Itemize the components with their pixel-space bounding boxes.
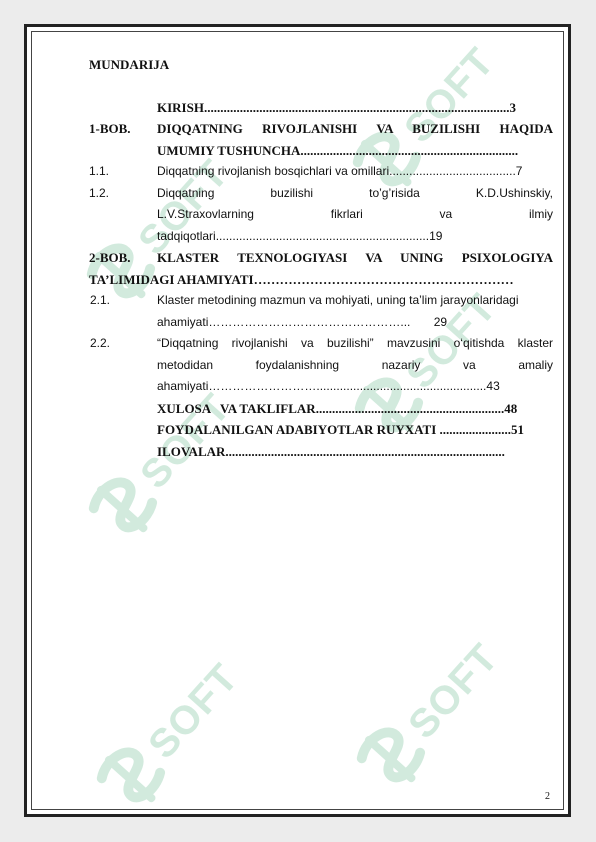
- toc-entry-text: XULOSA VA TAKLIFLAR..........................................................48: [157, 400, 518, 416]
- toc-entry-kirish[interactable]: [89, 97, 553, 119]
- toc-entry-text: tadqiqotlari................................................................19: [157, 228, 443, 243]
- toc-entry-foydalanilgan[interactable]: [89, 419, 553, 441]
- toc-entry-number: 2.1.: [90, 293, 111, 307]
- toc-entry-text: DIQQATNING RIVOJLANISHI VA BUZILISHI HAQIDA: [157, 121, 553, 136]
- toc-entry-text: Diqqatning rivojlanish bosqichlari va omillari......................................7: [157, 164, 523, 178]
- toc-entry-text: Diqqatning buzilishi to’g’risida K.D.Ushinskiy,: [157, 185, 553, 200]
- toc-entry-text: TA’LIMIDAGI AHAMIYATI……………………………………………………: [89, 271, 514, 287]
- toc-entry-section-1-2[interactable]: [89, 183, 553, 248]
- toc-entry-number: 2-BOB.: [89, 250, 131, 265]
- toc-entry-number: 1-BOB.: [89, 121, 131, 136]
- toc-entry-text: ahamiyati…………………………………………... 29: [157, 314, 448, 329]
- toc-entry-number: 1.2.: [89, 185, 110, 200]
- toc-entry-text: metodidan foydalanishning nazariy va amaliy: [157, 357, 553, 372]
- toc-entry-section-1-1[interactable]: [89, 161, 553, 183]
- toc-heading: MUNDARIJA: [89, 57, 170, 72]
- toc-entry-ilovalar[interactable]: [89, 441, 553, 463]
- toc-entry-text: FOYDALANILGAN ADABIYOTLAR RUYXATI ......................51: [157, 422, 525, 437]
- toc-entry-text: UMUMIY TUSHUNCHA...................................................................: [157, 142, 519, 158]
- watermark-text: SOFT: [395, 39, 503, 151]
- toc-entry-text: ahamiyati………………………...................................................43: [157, 379, 500, 393]
- toc-entry-text: ILOVALAR......................................................................................: [157, 443, 505, 459]
- toc-entry-text: KLASTER TEXNOLOGIYASI VA UNING PSIXOLOGIYA: [157, 250, 553, 265]
- watermark-text: SOFT: [399, 635, 507, 747]
- toc-entry-text: KIRISH..............................................................................................3: [157, 99, 516, 115]
- toc-entry-text: Klaster metodining mazmun va mohiyati, uning ta’lim jarayonlaridagi: [157, 293, 519, 307]
- toc-entry-chapter-1[interactable]: [89, 118, 553, 161]
- watermark-text: SOFT: [129, 151, 237, 263]
- watermark-text: SOFT: [139, 655, 247, 767]
- watermark-text: SOFT: [397, 285, 505, 397]
- watermark-text: SOFT: [131, 385, 239, 497]
- toc-entry-chapter-2[interactable]: [89, 247, 553, 290]
- toc-entry-number: 1.1.: [89, 164, 110, 178]
- toc-entry-xulosa[interactable]: [89, 398, 553, 420]
- toc-entry-number: 2.2.: [90, 336, 111, 350]
- table-of-contents: [89, 54, 553, 462]
- page-number: 2: [545, 791, 550, 802]
- toc-entry-text: L.V.Straxovlarning fikrlari va ilmiy: [157, 207, 553, 221]
- toc-entry-text: “Diqqatning rivojlanishi va buzilishi” mavzusini o‘qitishda klaster: [157, 336, 553, 350]
- toc-entry-section-2-2[interactable]: [89, 333, 553, 398]
- toc-entry-section-2-1[interactable]: [89, 290, 553, 333]
